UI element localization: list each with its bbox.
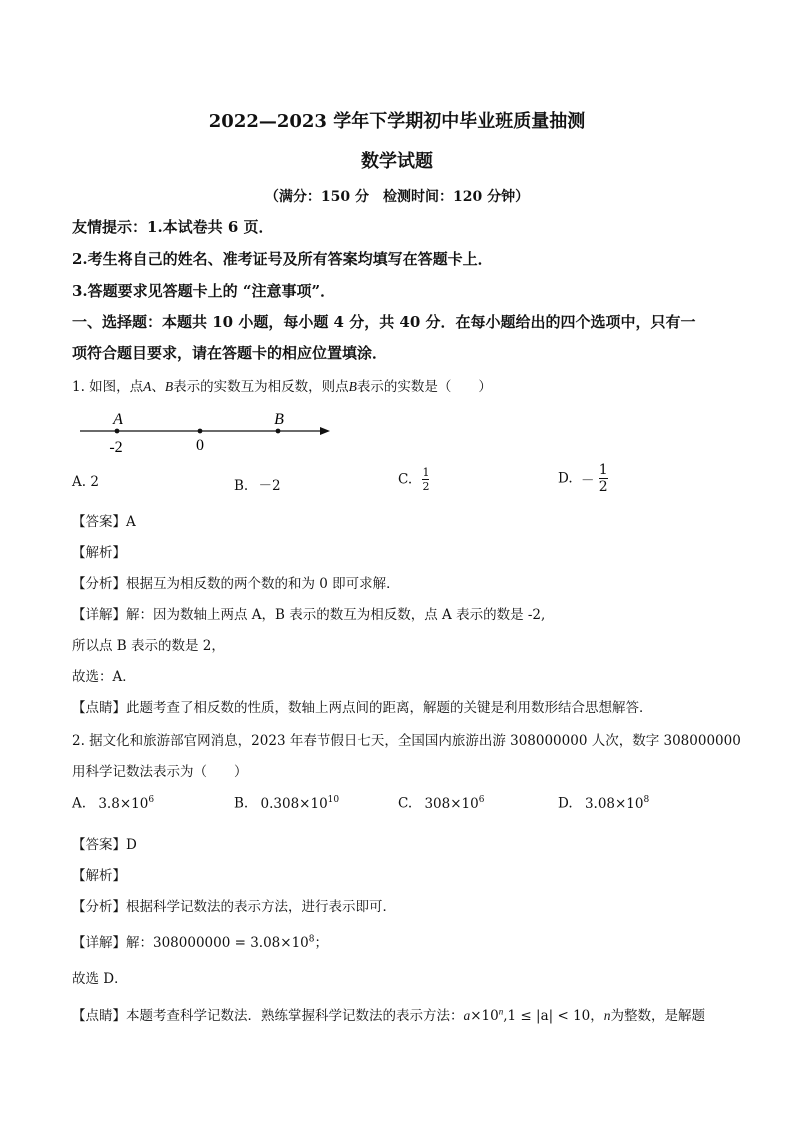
point-b-dot [276,429,281,434]
tip-1: 友情提示：1.本试卷共 6 页． [72,218,274,236]
q1-point-b: B [164,379,174,394]
q1-stem-part: 1. 如图，点 [72,379,144,395]
q2-analysis-title: 【解析】 [72,868,126,884]
fraction-denominator: 2 [598,479,608,495]
q1-stem-part: 表示的实数互为相反数，则点 [173,379,349,395]
number-line-figure [72,405,342,457]
formula-var: n [603,1008,611,1023]
q1-option-c [398,466,429,493]
q2-option-a [72,795,154,812]
q1-detail-1: 【详解】解：因为数轴上两点 A，B 表示的数互为相反数，点 A 表示的数是 -2, [72,607,546,623]
q1-analysis-title: 【解析】 [72,545,126,561]
exponent: 6 [478,795,485,805]
section-heading-line1: 一、选择题：本题共 10 小题，每小题 4 分，共 40 分．在每小题给出的四个选项中，只有一 [72,313,696,331]
comment-text: ， [590,1008,604,1024]
formula-var: a [463,1008,471,1023]
tip-2: 2.考生将自己的姓名、准考证号及所有答案均填写在答题卡上． [72,250,493,268]
q1-point-a: A [143,379,152,394]
q1-stem-part: 、 [151,379,165,395]
arrow-head-icon [320,427,330,435]
exponent: 10 [327,795,340,805]
option-letter: D. [558,795,573,812]
point-a-dot [115,429,120,434]
comment-text: 为整数，是解题 [610,1008,705,1024]
q2-option-c [398,795,484,812]
option-letter: C. [398,795,413,812]
q2-option-b [234,795,339,812]
q2-detail [72,931,328,951]
point-b-label: B [274,411,284,428]
option-letter: C. [398,471,413,488]
fraction-numerator: 1 [598,462,608,478]
comment-text: 【点睛】本题考查科学记数法．熟练掌握科学记数法的表示方法： [72,1008,464,1024]
q2-answer: 【答案】D [72,837,137,853]
detail-label: 【详解】解： [72,935,153,951]
q2-stem-line2: 用科学记数法表示为（ ） [72,764,248,780]
detail-equation: 308000000 = 3.08×10 [153,935,309,951]
fraction-one-half [422,466,429,493]
point-a-label: A [113,411,123,428]
q1-option-d [558,462,608,495]
q1-detail-2: 所以点 B 表示的数是 2， [72,638,225,654]
option-letter: B. [234,795,249,812]
q1-comment: 【点睛】此题考查了相反数的性质，数轴上两点间的距离，解题的关键是利用数形结合思想解答． [72,700,653,716]
q1-stem-part: 表示的实数是（ ） [356,379,492,395]
option-letter: A. [72,795,87,812]
q1-option-b [234,474,281,494]
exponent: 6 [148,795,155,805]
section-heading-line2: 项符合题目要求，请在答题卡的相应位置填涂． [72,344,388,362]
origin-dot [198,429,203,434]
formula-part: ,1 ≤ |a| < 10 [503,1008,591,1024]
option-letter: D. [558,470,573,487]
fraction-numerator: 1 [422,466,430,479]
fraction-one-half [599,462,608,495]
option-value: 0.308×10 [260,795,328,812]
q1-stem [72,375,492,395]
exam-note: （满分：150 分 检测时间：120 分钟） [264,189,530,205]
exponent: 8 [308,934,315,945]
option-value: 308×10 [424,795,479,812]
tip-3: 3.答题要求见答题卡上的 “注意事项”． [72,282,336,300]
option-value: －2 [258,478,281,494]
option-value: 3.8×10 [98,795,149,812]
q2-comment [72,1004,705,1024]
q1-choose: 故选：A． [72,669,136,685]
tick-label-neg2: -2 [109,439,123,456]
option-value: 3.08×10 [584,795,644,812]
exponent: 8 [643,795,650,805]
tick-label-zero: 0 [196,437,204,454]
fraction-denominator: 2 [422,480,430,493]
q2-choose: 故选 D． [72,971,128,987]
q2-analysis: 【分析】根据科学记数法的表示方法，进行表示即可． [72,899,396,915]
detail-punct: ； [314,935,328,951]
formula-part: ×10 [470,1008,499,1024]
q1-point-b: B [348,379,357,394]
q2-stem-line1: 2. 据文化和旅游部官网消息，2023 年春节假日七天，全国国内旅游出游 308000000 人次，数字 308000000 [72,733,741,749]
q1-answer: 【答案】A [72,514,136,530]
q1-option-a: A. 2 [72,474,99,490]
minus-sign: － [580,472,595,489]
subject-title: 数学试题 [361,151,433,172]
option-letter: B. [234,478,249,494]
exponent: n [498,1006,504,1017]
q2-option-d [558,795,649,812]
exam-title: 2022—2023 学年下学期初中毕业班质量抽测 [208,111,586,132]
q1-analysis: 【分析】根据互为相反数的两个数的和为 0 即可求解． [72,576,400,592]
